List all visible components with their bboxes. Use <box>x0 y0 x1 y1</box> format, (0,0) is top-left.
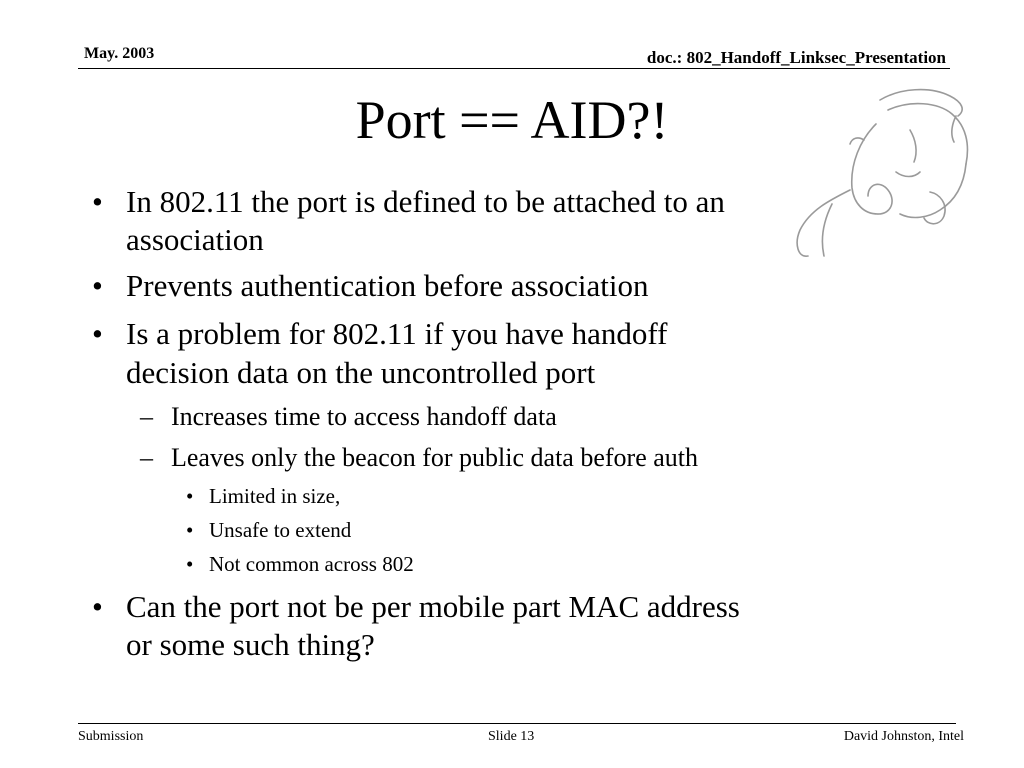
footer-author: David Johnston, Intel <box>843 729 964 744</box>
sub-bullet-mark: – <box>140 402 153 431</box>
bullet-item <box>92 268 103 304</box>
bullet-text-line: Prevents authentication before association <box>126 268 649 303</box>
sub-sub-bullet-item <box>186 483 193 509</box>
sub-sub-bullet-mark: • <box>186 552 194 576</box>
bullet-text-line: In 802.11 the port is defined to be attached to an <box>126 184 725 219</box>
slide-title: Port == AID?! <box>355 90 669 150</box>
bullet-item <box>92 589 103 625</box>
header-date: May. 2003 <box>84 45 155 62</box>
sub-sub-bullet-text: Unsafe to extend <box>209 518 352 542</box>
header-doc-id: doc.: 802_Handoff_Linksec_Presentation <box>646 48 946 67</box>
sub-bullet-item <box>140 443 153 473</box>
footer-submission: Submission <box>78 729 144 744</box>
bullet-text-line: Can the port not be per mobile part MAC address <box>126 589 740 624</box>
bullet-text-line: association <box>126 222 264 257</box>
sub-bullet-text: Leaves only the beacon for public data before auth <box>171 443 698 472</box>
bullet-text-line: Is a problem for 802.11 if you have handoff <box>126 316 668 351</box>
bullet-text-line: or some such thing? <box>126 627 375 662</box>
footer-divider <box>78 723 956 724</box>
sub-sub-bullet-item <box>186 517 193 543</box>
sub-bullet-item <box>140 402 153 432</box>
header-divider <box>78 68 950 69</box>
bullet-mark: • <box>92 268 103 303</box>
sub-bullet-text: Increases time to access handoff data <box>171 402 557 431</box>
bullet-mark: • <box>92 589 103 624</box>
sub-bullet-mark: – <box>140 443 153 472</box>
sub-sub-bullet-item <box>186 551 193 577</box>
bullet-item <box>92 184 103 220</box>
bullet-text-line: decision data on the uncontrolled port <box>126 355 596 390</box>
sub-sub-bullet-mark: • <box>186 518 194 542</box>
bullet-mark: • <box>92 184 103 219</box>
bullet-item <box>92 316 103 352</box>
footer-slide-number: Slide 13 <box>488 729 535 744</box>
sub-sub-bullet-text: Not common across 802 <box>209 552 414 576</box>
sub-sub-bullet-text: Limited in size, <box>209 484 341 508</box>
sub-sub-bullet-mark: • <box>186 484 194 508</box>
bullet-mark: • <box>92 316 103 351</box>
